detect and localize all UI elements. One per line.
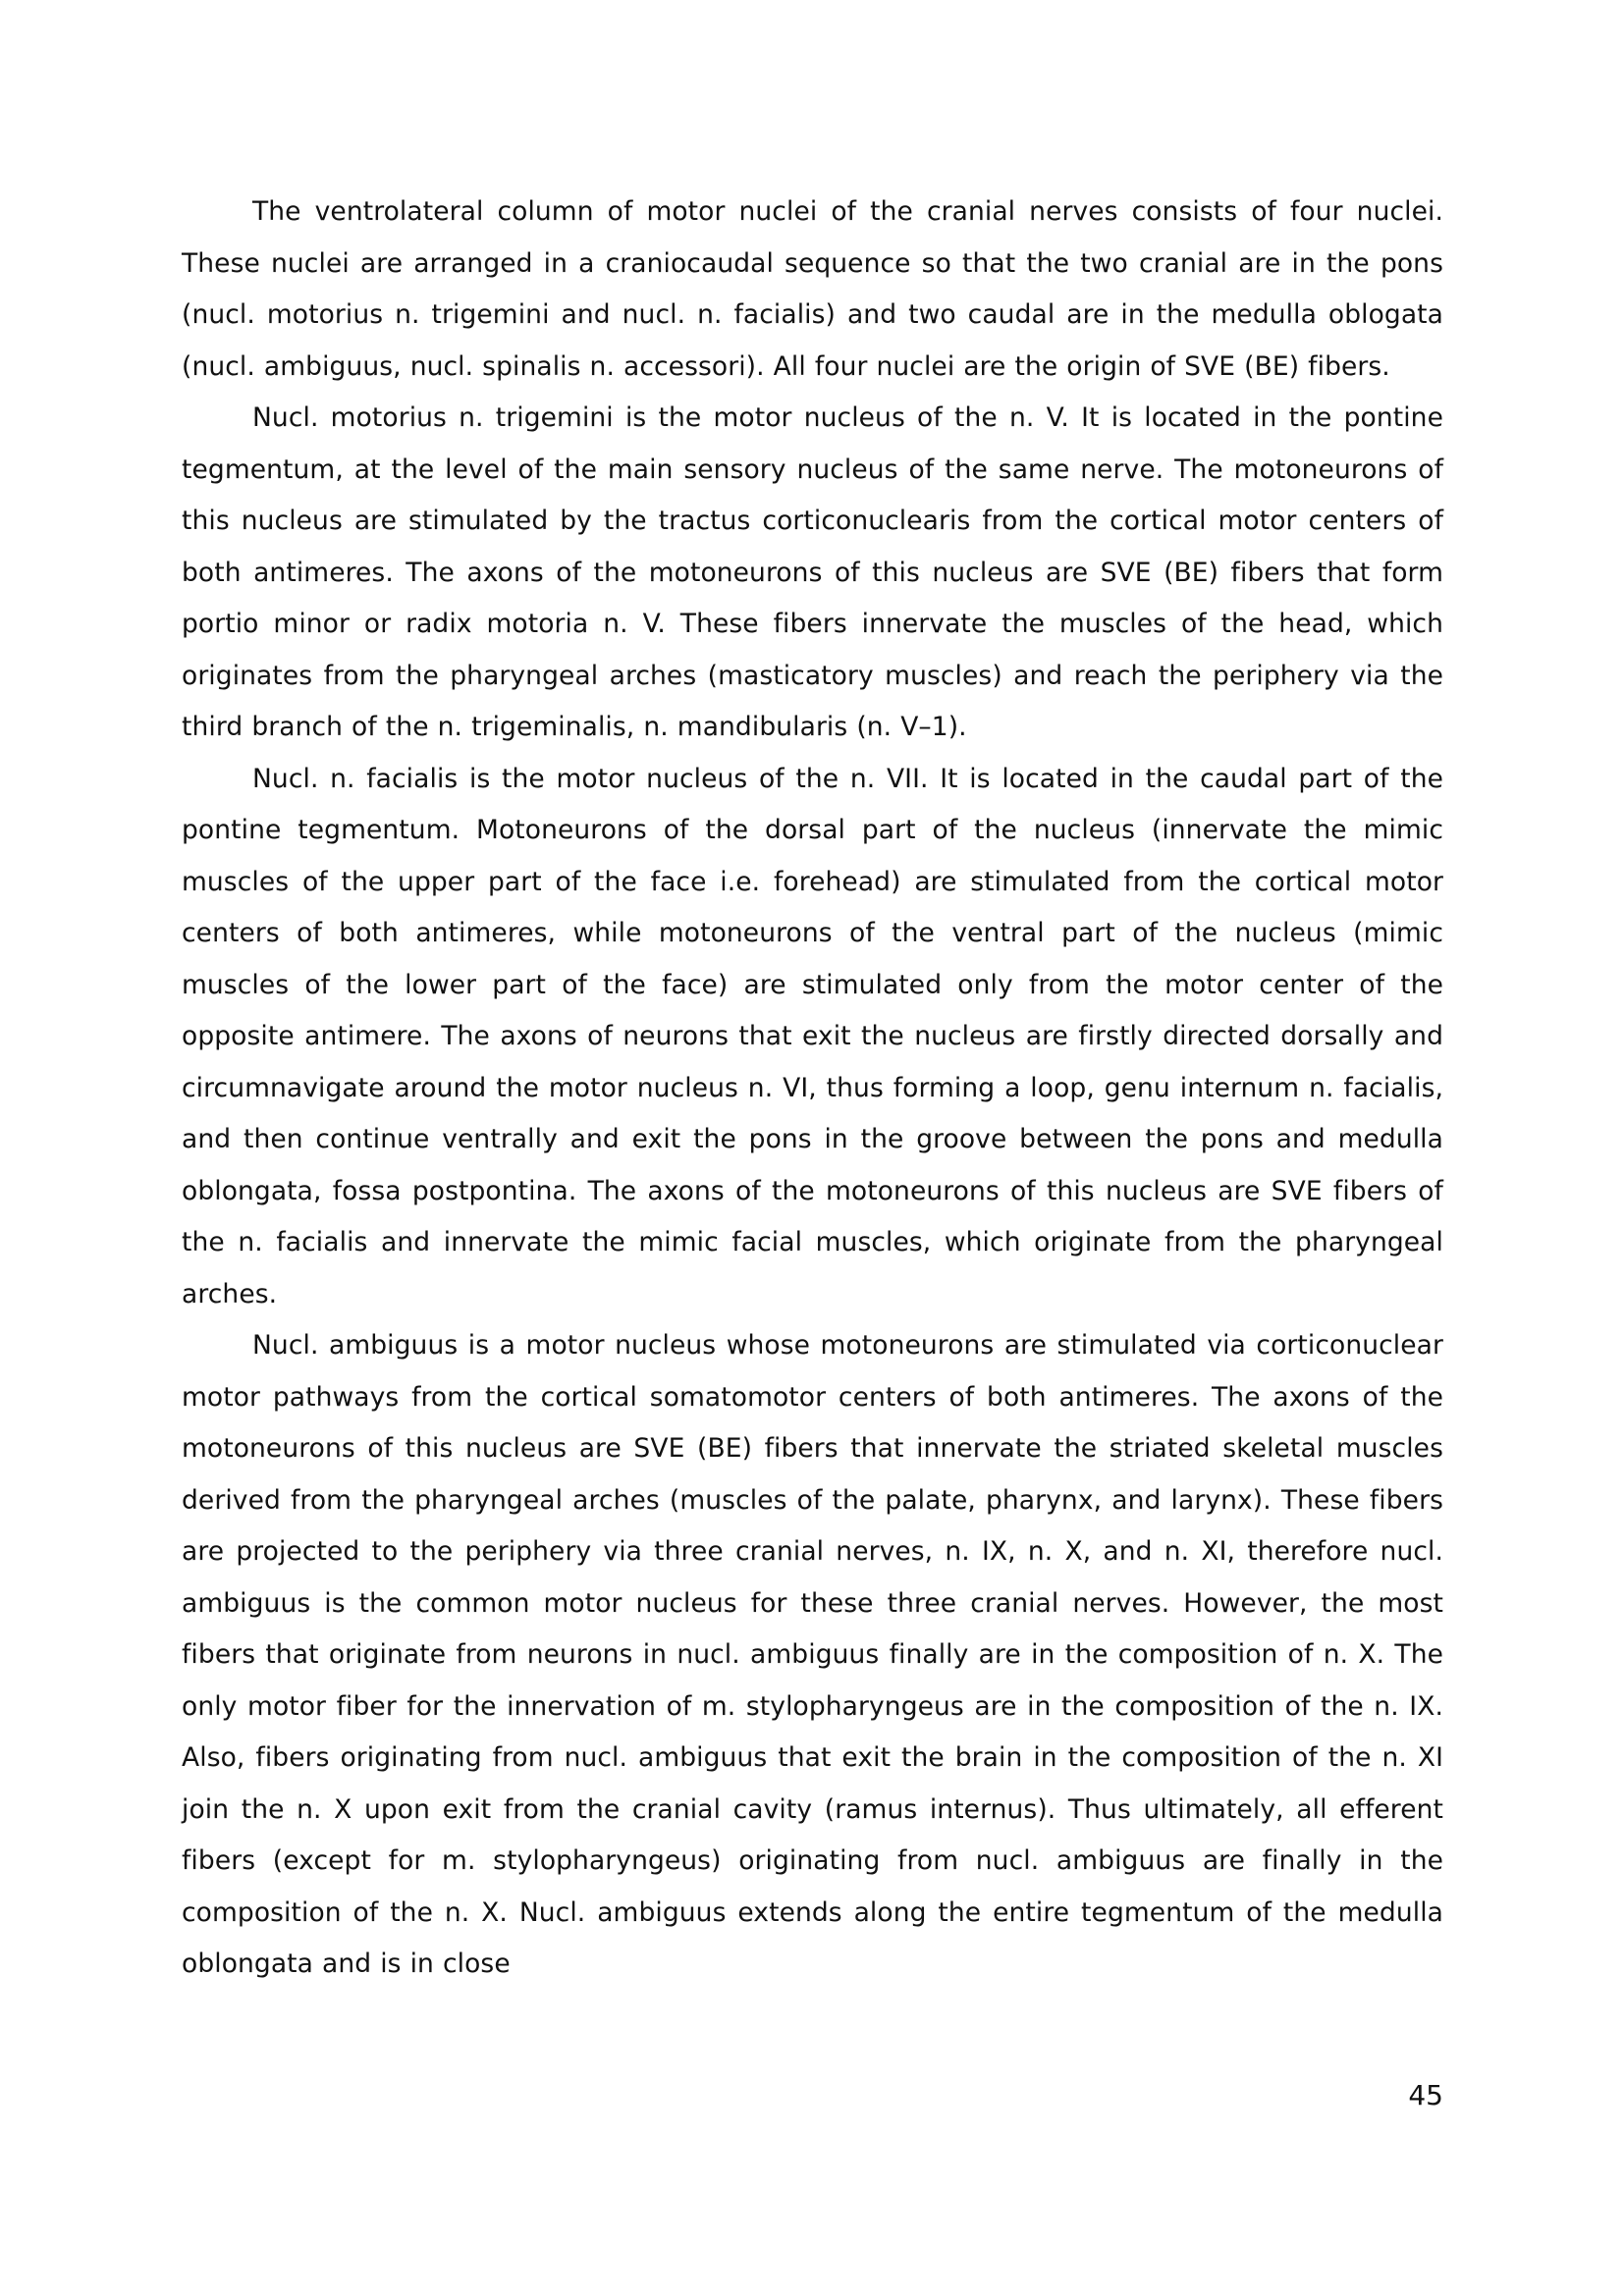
paragraph: Nucl. motorius n. trigemini is the motor nucleus of the n. V. It is located in the pontine tegmentum, at the level of the main sensory nucleus of the same nerve. The motoneurons of this nucleus are stimulated by the tractus corticonuclearis from the cortical motor centers of both antimeres. The axons of the motoneurons of this nucleus are SVE (BE) fibers that form portio minor or radix motoria n. V. These fibers innervate the muscles of the head, which originates from the pharyngeal arches (masticatory muscles) and reach the periphery via the third branch of the n. trigeminalis, n. mandibularis (n. V–1). <box>182 402 1443 742</box>
paragraph: The ventrolateral column of motor nuclei of the cranial nerves consists of four nuclei. These nuclei are arranged in a craniocaudal sequence so that the two cranial are in the pons (nucl. motorius n. trigemini and nucl. n. facialis) and two caudal are in the medulla oblogata (nucl. ambiguus, nucl. spinalis n. accessori). All four nuclei are the origin of SVE (BE) fibers. <box>182 196 1443 382</box>
paragraph: Nucl. ambiguus is a motor nucleus whose motoneurons are stimulated via corticonuclear motor pathways from the cortical somatomotor centers of both antimeres. The axons of the motoneurons of this nucleus are SVE (BE) fibers that innervate the striated skeletal muscles derived from the pharyngeal arches (muscles of the palate, pharynx, and larynx). These fibers are projected to the periphery via three cranial nerves, n. IX, n. X, and n. XI, therefore nucl. ambiguus is the common motor nucleus for these three cranial nerves. However, the most fibers that originate from neurons in nucl. ambiguus finally are in the composition of n. X. The only motor fiber for the innervation of m. stylopharyngeus are in the composition of the n. IX. Also, fibers originating from nucl. ambiguus that exit the brain in the composition of the n. XI join the n. X upon exit from the cranial cavity (ramus internus). Thus ultimately, all efferent fibers (except for m. stylopharyngeus) originating from nucl. ambiguus are finally in the composition of the n. X. Nucl. ambiguus extends along the entire tegmentum of the medulla oblongata and is in close <box>182 1330 1443 1979</box>
paragraph: Nucl. n. facialis is the motor nucleus of the n. VII. It is located in the caudal part of the pontine tegmentum. Motoneurons of the dorsal part of the nucleus (innervate the mimic muscles of the upper part of the face i.e. forehead) are stimulated from the cortical motor centers of both antimeres, while motoneurons of the ventral part of the nucleus (mimic muscles of the lower part of the face) are stimulated only from the motor center of the opposite antimere. The axons of neurons that exit the nucleus are firstly directed dorsally and circumnavigate around the motor nucleus n. VI, thus forming a loop, genu internum n. facialis, and then continue ventrally and exit the pons in the groove between the pons and medulla oblongata, fossa postpontina. The axons of the motoneurons of this nucleus are SVE fibers of the n. facialis and innervate the mimic facial muscles, which originate from the pharyngeal arches. <box>182 763 1443 1309</box>
body-text <box>182 187 1443 1991</box>
page-number: 45 <box>1408 2079 1443 2111</box>
